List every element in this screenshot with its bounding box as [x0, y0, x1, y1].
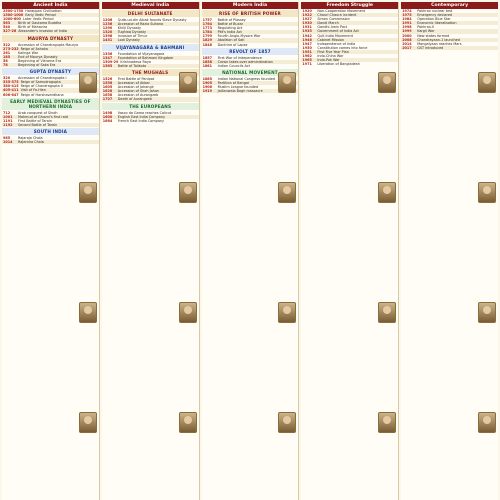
entry-text: Birth of Mahavira: [18, 25, 48, 30]
entry-text: Beginning of Vikrama Era: [18, 58, 62, 63]
entry-year: 58: [3, 58, 8, 63]
entry-text: Death of Aurangzeb: [117, 97, 152, 102]
entry-year: 261: [3, 50, 11, 55]
entry-text: Rajaraja Chola: [18, 135, 43, 140]
entry-year: 1951: [302, 49, 312, 54]
entry-year: 1922: [302, 13, 312, 18]
entry-text: Indo-China War: [317, 54, 344, 59]
entry-year: 1784: [202, 30, 213, 35]
entry-text: Doctrine of Lapse: [217, 42, 248, 47]
timeline-column: [2, 2, 100, 500]
timeline-entry: [2, 140, 99, 144]
entry-year: 1971: [302, 62, 312, 67]
entry-text: Battle of Talikota: [117, 63, 147, 68]
portrait-image: [378, 302, 396, 323]
entry-year: 1935: [302, 29, 312, 34]
entry-text: Krishnadeva Raya: [120, 59, 151, 64]
entry-year: 1931: [302, 25, 312, 30]
timeline-entry: [202, 64, 299, 68]
entry-year: 1556: [102, 81, 113, 86]
entry-year: 1764: [202, 22, 213, 27]
portrait-image: [79, 182, 97, 203]
portrait-image: [179, 182, 197, 203]
entry-text: Foundation of Vijayanagara: [117, 51, 165, 56]
column-title: Medieval India: [102, 2, 199, 9]
entry-text: Non-Cooperation Movement: [317, 9, 366, 13]
entry-year: 1000-600: [3, 17, 21, 22]
entry-text: Partition of Bengal: [217, 81, 249, 86]
entry-text: Pokhran-II: [417, 25, 435, 30]
entry-text: Emergency declared: [417, 13, 453, 18]
entry-year: 1707: [102, 97, 113, 102]
entry-year: 1858: [202, 59, 213, 64]
entry-year: 1773: [202, 26, 213, 31]
timeline-column: [301, 2, 399, 500]
entry-year: 985: [3, 135, 11, 140]
entry-year: 322: [3, 42, 11, 47]
entry-text: Quit India Movement: [317, 33, 353, 38]
section-heading: VIJAYANAGARA & BAHMANI: [102, 44, 199, 51]
entry-year: 1451: [102, 38, 113, 43]
timeline-entry: [102, 97, 199, 101]
entry-text: Muslim League founded: [217, 85, 259, 90]
entry-year: 1799: [202, 34, 213, 39]
entry-text: First War of Independence: [217, 55, 262, 60]
entry-year: 1906: [202, 85, 213, 90]
entry-year: 1236: [102, 22, 113, 27]
entry-text: Later Vedic Period: [22, 17, 54, 22]
timeline-entry: [2, 29, 99, 33]
section-heading: THE EUROPEANS: [102, 103, 199, 110]
portrait-image: [478, 182, 496, 203]
entry-year: 1347: [102, 55, 113, 60]
entry-text: Beginning of Saka Era: [18, 63, 56, 68]
entry-year: 2000: [402, 33, 412, 38]
entry-year: 185: [3, 54, 11, 59]
entry-year: 1999: [402, 29, 412, 34]
entry-text: Invasion of Timur: [117, 34, 148, 39]
entry-year: 1942: [302, 33, 312, 38]
entry-text: Rajendra Chola: [18, 140, 44, 145]
column-title: Ancient India: [2, 2, 99, 9]
entry-text: Lodi Dynasty: [117, 38, 140, 43]
entry-year: 1336: [102, 51, 113, 56]
portrait-image: [179, 412, 197, 433]
entry-year: 1946: [302, 37, 312, 42]
entry-text: Pitt's India Act: [217, 30, 242, 35]
entry-text: Battle of Plassey: [217, 18, 246, 22]
entry-year: 1191: [3, 118, 13, 123]
entry-text: Accession of Jahangir: [117, 85, 154, 90]
entry-year: 1565: [102, 63, 113, 68]
timeline-entry: [2, 123, 99, 127]
entry-year: 1320: [102, 30, 113, 35]
entry-text: Indian Councils Act: [217, 63, 250, 68]
section-heading: GUPTA DYNASTY: [2, 68, 99, 75]
entry-text: Reign of Samudragupta: [20, 80, 61, 85]
entry-year: 273-232: [3, 46, 19, 51]
entry-text: End of Maurya Dynasty: [18, 54, 58, 59]
entry-text: French East India Company: [117, 118, 165, 123]
entry-text: Birth of Gautama Buddha: [18, 21, 62, 26]
entry-text: Accession of Akbar: [117, 81, 150, 86]
entry-year: 1014: [3, 140, 13, 145]
entry-year: 1829: [202, 38, 213, 43]
timeline-column: [202, 2, 300, 500]
entry-year: 2008: [402, 37, 412, 42]
entry-text: Chauri Chaura incident: [317, 13, 357, 18]
entry-text: Foundation of Bahmani Kingdom: [117, 55, 174, 60]
entry-text: First Battle of Panipat: [117, 76, 155, 81]
entry-year: 1975: [402, 13, 412, 18]
entry-year: 335-375: [3, 80, 19, 85]
entry-text: Qutb-ud-din Aibak founds Slave Dynasty: [117, 18, 187, 22]
entry-year: 1757: [202, 18, 213, 22]
entry-text: Fourth Anglo-Mysore War: [217, 34, 261, 39]
entry-year: 1930: [302, 21, 312, 26]
entry-text: Simon Commission: [317, 17, 350, 22]
entry-year: 1885: [202, 76, 213, 81]
entry-year: 1500-1000: [3, 13, 24, 18]
portrait-image: [478, 302, 496, 323]
entry-year: 1991: [402, 21, 412, 26]
entry-text: GST introduced: [417, 45, 444, 50]
timeline-entry: [202, 43, 299, 47]
entry-text: Accession of Chandragupta I: [18, 76, 67, 81]
entry-text: Regulating Act: [217, 26, 243, 31]
column-title: Freedom Struggle: [301, 2, 398, 9]
entry-text: Dandi March: [317, 21, 339, 26]
entry-text: Accession of Shah Jahan: [117, 89, 160, 94]
portrait-image: [378, 182, 396, 203]
portrait-image: [378, 412, 396, 433]
entry-text: Second Battle of Tarain: [18, 122, 58, 127]
portrait-image: [79, 302, 97, 323]
entry-text: Government of India Act: [317, 29, 359, 34]
entry-year: 1920: [302, 9, 312, 13]
timeline-entry: [102, 64, 199, 68]
entry-year: 1861: [202, 63, 213, 68]
section-heading: EARLY MEDIEVAL DYNASTIES OF NORTHERN INDIA: [2, 98, 99, 110]
entry-text: English East India Company: [117, 114, 166, 119]
entry-year: 1664: [102, 118, 113, 123]
entry-year: 2014: [402, 41, 412, 46]
entry-year: 405-411: [3, 88, 19, 93]
entry-year: 1600: [102, 114, 113, 119]
entry-year: 1290: [102, 26, 113, 31]
portrait-image: [278, 72, 296, 93]
entry-year: 1984: [402, 17, 412, 22]
timeline-column: [401, 2, 498, 500]
entry-year: 540: [3, 25, 11, 30]
entry-year: 563: [3, 21, 11, 26]
portrait-image: [478, 412, 496, 433]
entry-year: 1628: [102, 89, 113, 94]
entry-year: 1658: [102, 93, 113, 98]
entry-text: First Five Year Plan: [317, 49, 349, 54]
timeline-entry: [102, 38, 199, 42]
entry-year: 1857: [202, 55, 213, 60]
entry-text: Independence of India: [317, 41, 356, 46]
portrait-image: [179, 302, 197, 323]
entry-text: Visit of Fa-Hien: [20, 88, 46, 93]
entry-text: Kalinga War: [18, 50, 39, 55]
entry-year: 1927: [302, 17, 312, 22]
portrait-image: [278, 302, 296, 323]
entry-year: 1206: [102, 18, 113, 22]
entry-year: 1526: [102, 76, 113, 81]
entry-text: First Battle of Tarain: [18, 118, 52, 123]
entry-year: 606-647: [3, 92, 19, 97]
entry-text: Mahmud of Ghazni's first raid: [18, 114, 68, 119]
entry-text: Gandhi-Irwin Pact: [317, 25, 348, 30]
entry-year: 2017: [402, 45, 412, 50]
entry-year: 327-26: [3, 29, 17, 34]
portrait-image: [378, 72, 396, 93]
entry-text: Arab conquest of Sindh: [18, 110, 58, 115]
entry-text: Harappan Civilisation: [25, 9, 62, 13]
entry-text: Early Vedic Period: [25, 13, 56, 18]
entry-year: 1962: [302, 54, 312, 59]
entry-text: Crown takes over administration: [217, 59, 273, 64]
timeline-column: [102, 2, 200, 500]
timeline-entry: [2, 93, 99, 97]
timeline-entry: [102, 119, 199, 123]
entry-year: 1950: [302, 45, 312, 50]
entry-year: 1947: [302, 41, 312, 46]
entry-text: Constitution comes into force: [317, 45, 368, 50]
portrait-image: [79, 412, 97, 433]
entry-year: 1998: [402, 25, 412, 30]
portrait-image: [278, 412, 296, 433]
entry-year: 2500-1750: [3, 9, 24, 13]
entry-text: Kargil War: [417, 29, 435, 34]
entry-text: Reign of Ashoka: [20, 46, 48, 51]
entry-year: 1905: [202, 81, 213, 86]
entry-year: 380-415: [3, 84, 19, 89]
section-heading: REVOLT OF 1857: [202, 48, 299, 55]
entry-text: Reign of Chandragupta II: [20, 84, 63, 89]
section-heading: SOUTH INDIA: [2, 128, 99, 135]
section-heading: DELHI SULTANATE: [102, 10, 199, 17]
entry-text: Liberation of Bangladesh: [317, 62, 360, 67]
timeline-entry: [301, 62, 398, 66]
entry-year: 1974: [402, 9, 412, 13]
entry-year: 1509-29: [102, 59, 119, 64]
section-heading: MAURYA DYNASTY: [2, 35, 99, 42]
section-heading: THE MUGHALS: [102, 69, 199, 76]
entry-text: Indian National Congress founded: [217, 76, 276, 81]
column-title: Contemporary: [401, 2, 498, 9]
entry-text: Accession of Razia Sultana: [117, 22, 164, 27]
entry-year: 1192: [3, 122, 13, 127]
entry-year: 320: [3, 76, 11, 81]
entry-text: Accession of Chandragupta Maurya: [18, 42, 79, 47]
entry-text: Vasco da Gama reaches Calicut: [117, 110, 172, 115]
portrait-image: [478, 72, 496, 93]
entry-text: New states formed: [417, 33, 450, 38]
entry-text: Tughlaq Dynasty: [117, 30, 146, 35]
entry-text: Jallianwala Bagh massacre: [217, 89, 263, 94]
entry-text: Battle of Buxar: [217, 22, 244, 27]
portrait-image: [278, 182, 296, 203]
entry-year: 1498: [102, 110, 113, 115]
entry-year: 712: [3, 110, 11, 115]
entry-year: 1605: [102, 85, 113, 90]
column-title: Modern India: [202, 2, 299, 9]
section-heading: RISE OF BRITISH POWER: [202, 10, 299, 17]
entry-text: Chandrayaan-1 launched: [417, 37, 460, 42]
section-heading: NATIONAL MOVEMENT: [202, 69, 299, 76]
timeline-entry: [2, 63, 99, 67]
entry-text: Alexander's invasion of India: [18, 29, 68, 34]
portrait-image: [79, 72, 97, 93]
entry-year: 1398: [102, 34, 113, 39]
entry-text: Indo-Pak War: [317, 58, 340, 63]
entry-text: Abolition of Sati: [217, 38, 245, 43]
entry-year: 78: [3, 63, 8, 68]
entry-year: 1919: [202, 89, 213, 94]
entry-year: 1965: [302, 58, 312, 63]
portrait-image: [179, 72, 197, 93]
entry-text: Khilji Dynasty: [117, 26, 141, 31]
entry-text: Accession of Aurangzeb: [117, 93, 159, 98]
entry-text: Cabinet Mission: [317, 37, 345, 42]
entry-year: 1001: [3, 114, 13, 119]
entry-text: Operation Blue Star: [417, 17, 451, 22]
entry-year: 1848: [202, 42, 213, 47]
entry-text: Mangalyaan reaches Mars: [417, 41, 462, 46]
entry-text: Pokhran nuclear test: [417, 9, 453, 13]
entry-text: Economic liberalisation: [417, 21, 457, 26]
entry-text: Reign of Harshavardhana: [20, 92, 64, 97]
timeline-entry: [401, 46, 498, 50]
